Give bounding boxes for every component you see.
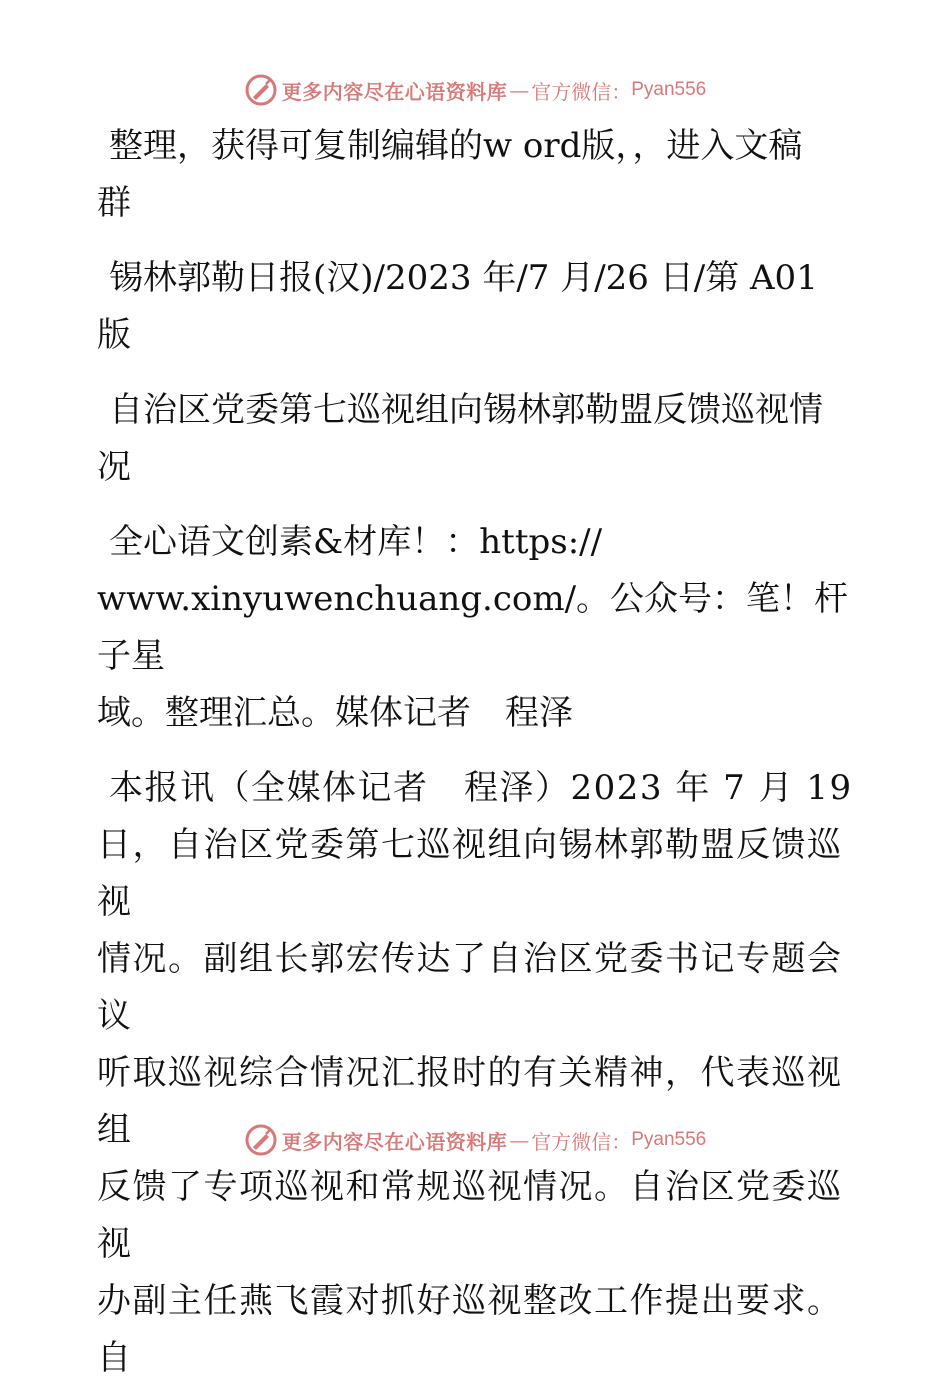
watermark-wechat-id: Pyan556 — [631, 79, 707, 100]
watermark-wechat-id: Pyan556 — [631, 1129, 707, 1150]
paragraph-intro — [97, 118, 857, 232]
watermark-wechat-label: 官方微信： — [531, 79, 632, 104]
text-line: 办副主任燕飞霞对抓好巡视整改工作提出要求。自 — [97, 1281, 843, 1378]
watermark-brand: 更多内容尽在心语资料库 — [281, 79, 508, 104]
text-line: 整理，获得可复制编辑的w ord版，，进入文稿 — [109, 126, 803, 166]
watermark-separator: — — [509, 1128, 530, 1152]
text-line: 版 — [97, 315, 131, 355]
text-line: 听取巡视综合情况汇报时的有关精神，代表巡视组 — [97, 1053, 843, 1150]
text-line: 反馈了专项巡视和常规巡视情况。自治区党委巡视 — [97, 1167, 843, 1264]
text-line: www.xinyuwenchuang.com/。公众号：笔！杆子星 — [97, 579, 849, 676]
text-line: 本报讯（全媒体记者 程泽）2023 年 7 月 19 — [109, 768, 853, 808]
pen-logo-icon — [244, 73, 278, 107]
watermark-wechat-label: 官方微信： — [531, 1129, 632, 1154]
paragraph-headline — [97, 382, 857, 496]
document-body — [97, 118, 857, 1387]
text-line: 锡林郭勒日报(汉)/2023 年/7 月/26 日/第 A01 — [109, 258, 818, 298]
text-line: 全心语文创素&材库！：https:// — [109, 522, 603, 562]
text-line: 自治区党委第七巡视组向锡林郭勒盟反馈巡视情 — [109, 390, 823, 430]
text-line: 群 — [97, 183, 131, 223]
watermark-separator: — — [509, 78, 530, 102]
pen-logo-icon — [244, 1123, 278, 1157]
watermark-brand: 更多内容尽在心语资料库 — [281, 1129, 508, 1154]
header-watermark — [0, 72, 950, 108]
footer-watermark — [0, 1122, 950, 1158]
text-line: 情况。副组长郭宏传达了自治区党委书记专题会议 — [97, 939, 843, 1036]
text-line: 况 — [97, 447, 131, 487]
text-line: 域。整理汇总。媒体记者 程泽 — [97, 693, 573, 733]
paragraph-news-body — [97, 760, 857, 1387]
paragraph-source — [97, 250, 857, 364]
text-line: 日，自治区党委第七巡视组向锡林郭勒盟反馈巡视 — [97, 825, 843, 922]
paragraph-website — [97, 514, 857, 742]
